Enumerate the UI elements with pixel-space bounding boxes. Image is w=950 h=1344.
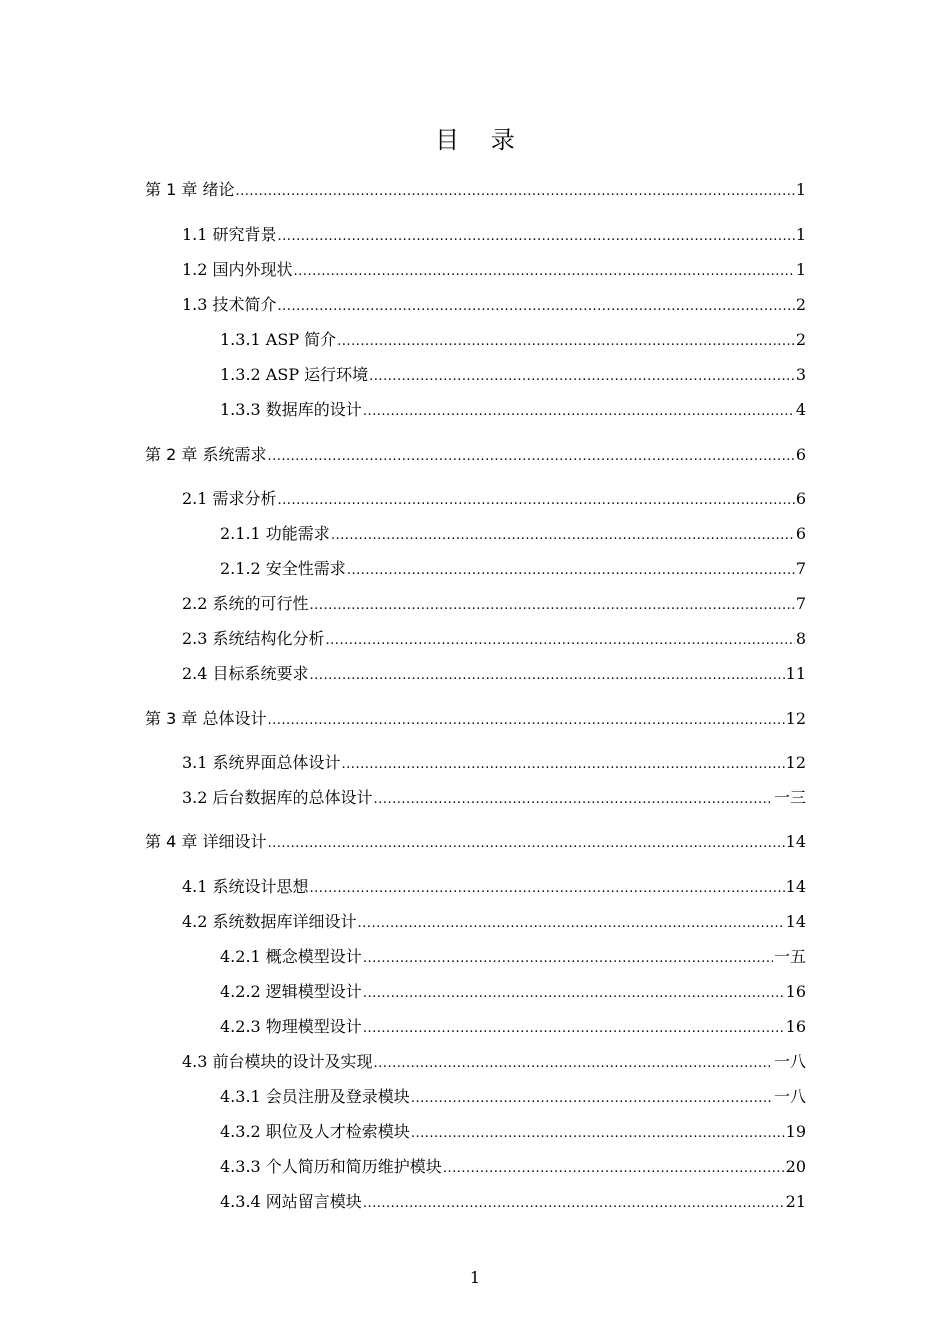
toc-entry-section[interactable] <box>182 292 806 318</box>
toc-entry-text: 4.2.2 逻辑模型设计 <box>220 982 362 1001</box>
toc-dot-leader <box>363 946 773 970</box>
toc-entry-page: 16 <box>785 1017 806 1036</box>
toc-entry-page: 2 <box>795 295 806 314</box>
toc-entry-page: 16 <box>785 982 806 1001</box>
toc-entry-page: 6 <box>795 524 806 543</box>
toc-dot-leader <box>278 224 795 248</box>
toc-entry-text: 4.2.1 概念模型设计 <box>220 947 362 966</box>
toc-dot-leader <box>267 708 784 732</box>
toc-entry-page: 12 <box>785 753 806 772</box>
toc-entry-text: 4.3.4 网站留言模块 <box>220 1192 362 1211</box>
toc-entry-text: 2.1.1 功能需求 <box>220 524 330 543</box>
toc-entry-section[interactable] <box>182 591 806 617</box>
toc-entry-subsection[interactable] <box>220 944 806 970</box>
toc-entry-section[interactable] <box>182 909 806 935</box>
toc-entry-text: 4.1 系统设计思想 <box>182 877 309 896</box>
toc-entry-text: 2.2 系统的可行性 <box>182 594 309 613</box>
toc-entry-text: 4.3.2 职位及人才检索模块 <box>220 1122 410 1141</box>
toc-entry-page: 6 <box>795 445 806 464</box>
toc-entry-text: 1.3.3 数据库的设计 <box>220 400 362 419</box>
toc-entry-chapter[interactable] <box>145 442 806 468</box>
toc-entry-chapter[interactable] <box>145 177 806 203</box>
toc-entry-page: 一三 <box>773 788 806 807</box>
toc-entry-text: 第 1 章 绪论 <box>145 180 235 199</box>
toc-entry-text: 4.2 系统数据库详细设计 <box>182 912 357 931</box>
toc-entry-text: 第 3 章 总体设计 <box>145 709 267 728</box>
toc-entry-text: 4.3.3 个人简历和简历维护模块 <box>220 1157 442 1176</box>
toc-entry-page: 一五 <box>773 947 806 966</box>
toc-entry-text: 2.4 目标系统要求 <box>182 664 309 683</box>
toc-dot-leader <box>358 911 785 935</box>
toc-entry-page: 2 <box>795 330 806 349</box>
toc-entry-text: 1.2 国内外现状 <box>182 260 293 279</box>
toc-entry-section[interactable] <box>182 626 806 652</box>
toc-entry-subsection[interactable] <box>220 327 806 353</box>
toc-dot-leader <box>294 259 795 283</box>
toc-dot-leader <box>235 179 794 203</box>
toc-entry-subsection[interactable] <box>220 556 806 582</box>
toc-dot-leader <box>337 329 795 353</box>
toc-entry-text: 4.3 前台模块的设计及实现 <box>182 1052 373 1071</box>
toc-dot-leader <box>267 444 794 468</box>
toc-entry-text: 1.3.1 ASP 简介 <box>220 330 337 349</box>
toc-entry-section[interactable] <box>182 661 806 687</box>
toc-dot-leader <box>310 593 795 617</box>
toc-dot-leader <box>310 663 785 687</box>
toc-entry-page: 6 <box>795 489 806 508</box>
toc-entry-page: 一八 <box>773 1087 806 1106</box>
toc-entry-subsection[interactable] <box>220 521 806 547</box>
toc-entry-section[interactable] <box>182 222 806 248</box>
toc-entry-page: 8 <box>795 629 806 648</box>
toc-dot-leader <box>267 831 784 855</box>
toc-entry-page: 14 <box>785 877 806 896</box>
toc-entry-page: 21 <box>785 1192 806 1211</box>
toc-entry-section[interactable] <box>182 1049 806 1075</box>
toc-entry-page: 一八 <box>773 1052 806 1071</box>
toc-entry-text: 2.3 系统结构化分析 <box>182 629 325 648</box>
toc-entry-text: 1.3.2 ASP 运行环境 <box>220 365 369 384</box>
toc-dot-leader <box>363 981 785 1005</box>
toc-dot-leader <box>278 488 795 512</box>
toc-entry-page: 4 <box>795 400 806 419</box>
toc-dot-leader <box>443 1156 785 1180</box>
toc-dot-leader <box>363 399 795 423</box>
toc-entry-subsection[interactable] <box>220 362 806 388</box>
toc-entry-text: 2.1 需求分析 <box>182 489 277 508</box>
toc-entry-section[interactable] <box>182 486 806 512</box>
toc-dot-leader <box>411 1086 773 1110</box>
toc-entry-page: 1 <box>795 260 806 279</box>
toc-entry-page: 11 <box>785 664 806 683</box>
toc-entry-subsection[interactable] <box>220 979 806 1005</box>
toc-entry-text: 4.2.3 物理模型设计 <box>220 1017 362 1036</box>
toc-dot-leader <box>342 752 785 776</box>
toc-entry-subsection[interactable] <box>220 1119 806 1145</box>
toc-dot-leader <box>369 364 795 388</box>
toc-entry-text: 4.3.1 会员注册及登录模块 <box>220 1087 410 1106</box>
toc-entry-page: 12 <box>785 709 806 728</box>
toc-dot-leader <box>363 1191 785 1215</box>
toc-entry-text: 3.2 后台数据库的总体设计 <box>182 788 373 807</box>
toc-dot-leader <box>374 1051 773 1075</box>
toc-entry-chapter[interactable] <box>145 706 806 732</box>
toc-entry-text: 1.1 研究背景 <box>182 225 277 244</box>
toc-entry-chapter[interactable] <box>145 829 806 855</box>
toc-entry-text: 3.1 系统界面总体设计 <box>182 753 341 772</box>
toc-dot-leader <box>310 876 785 900</box>
toc-entry-subsection[interactable] <box>220 1154 806 1180</box>
toc-dot-leader <box>374 787 773 811</box>
toc-dot-leader <box>411 1121 785 1145</box>
toc-entry-subsection[interactable] <box>220 1084 806 1110</box>
toc-entry-page: 1 <box>795 225 806 244</box>
toc-entry-text: 2.1.2 安全性需求 <box>220 559 346 578</box>
toc-dot-leader <box>326 628 795 652</box>
toc-entry-text: 第 4 章 详细设计 <box>145 832 267 851</box>
toc-entry-page: 7 <box>795 559 806 578</box>
toc-dot-leader <box>331 523 795 547</box>
toc-entry-section[interactable] <box>182 874 806 900</box>
toc-entry-page: 7 <box>795 594 806 613</box>
toc-entry-text: 1.3 技术简介 <box>182 295 277 314</box>
toc-dot-leader <box>363 1016 785 1040</box>
toc-entry-subsection[interactable] <box>220 397 806 423</box>
toc-entry-subsection[interactable] <box>220 1014 806 1040</box>
toc-entry-section[interactable] <box>182 750 806 776</box>
toc-entry-page: 19 <box>785 1122 806 1141</box>
toc-dot-leader <box>347 558 795 582</box>
toc-dot-leader <box>278 294 795 318</box>
toc-entry-section[interactable] <box>182 785 806 811</box>
toc-entry-page: 3 <box>795 365 806 384</box>
toc-entry-page: 20 <box>785 1157 806 1176</box>
toc-entry-subsection[interactable] <box>220 1189 806 1215</box>
page-number: 1 <box>469 1268 481 1287</box>
toc-entry-section[interactable] <box>182 257 806 283</box>
toc-entry-page: 1 <box>795 180 806 199</box>
toc-title: 目 录 <box>435 126 527 154</box>
toc-entry-text: 第 2 章 系统需求 <box>145 445 267 464</box>
toc-entry-page: 14 <box>785 912 806 931</box>
toc-entry-page: 14 <box>785 832 806 851</box>
